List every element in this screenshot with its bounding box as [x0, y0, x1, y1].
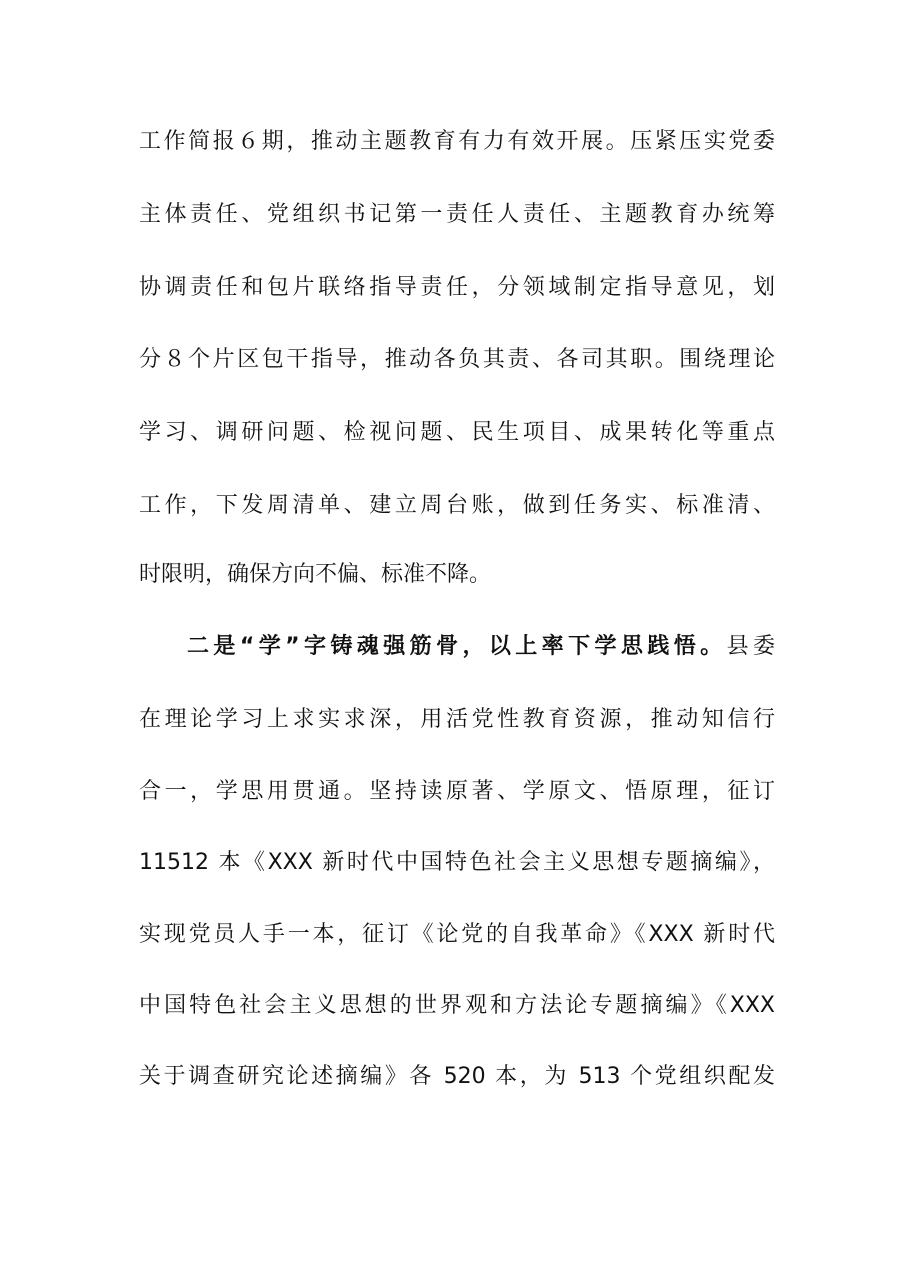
paragraph-1-line-6: 工作，下发周清单、建立周台账，做到任务实、标准清、 [139, 493, 775, 518]
paragraph-1-line-1: 工作简报６期，推动主题教育有力有效开展。压紧压实党委 [139, 129, 775, 154]
paragraph-2-line-5: 实现党员人手一本，征订《论党的自我革命》《XXX 新时代 [139, 922, 775, 947]
paragraph-2-line-7: 关于调查研究论述摘编》各 520 本，为 513 个党组织配发 [139, 1064, 775, 1089]
paragraph-2-heading: 二是“学”字铸魂强筋骨，以上率下学思践悟。 [187, 634, 727, 659]
paragraph-2-line-3: 合一，学思用贯通。坚持读原著、学原文、悟原理，征订 [139, 779, 775, 804]
paragraph-1-line-4: 分８个片区包干指导，推动各负其责、各司其职。围绕理论 [139, 347, 775, 372]
paragraph-1-line-7: 时限明，确保方向不偏、标准不降。 [139, 562, 492, 587]
paragraph-1-line-3: 协调责任和包片联络指导责任，分领域制定指导意见，划 [139, 275, 775, 300]
paragraph-2-line-4: 11512 本《XXX 新时代中国特色社会主义思想专题摘编》， [139, 850, 775, 875]
paragraph-1-line-5: 学习、调研问题、检视问题、民生项目、成果转化等重点 [139, 420, 775, 445]
paragraph-2-first-line-rest: 县委 [726, 634, 775, 659]
paragraph-2-line-1 [187, 627, 775, 667]
paragraph-2-line-6: 中国特色社会主义思想的世界观和方法论专题摘编》《XXX [139, 993, 775, 1018]
paragraph-1-line-2: 主体责任、党组织书记第一责任人责任、主题教育办统筹 [139, 202, 775, 227]
paragraph-2-line-2: 在理论学习上求实求深，用活党性教育资源，推动知信行 [139, 707, 775, 732]
